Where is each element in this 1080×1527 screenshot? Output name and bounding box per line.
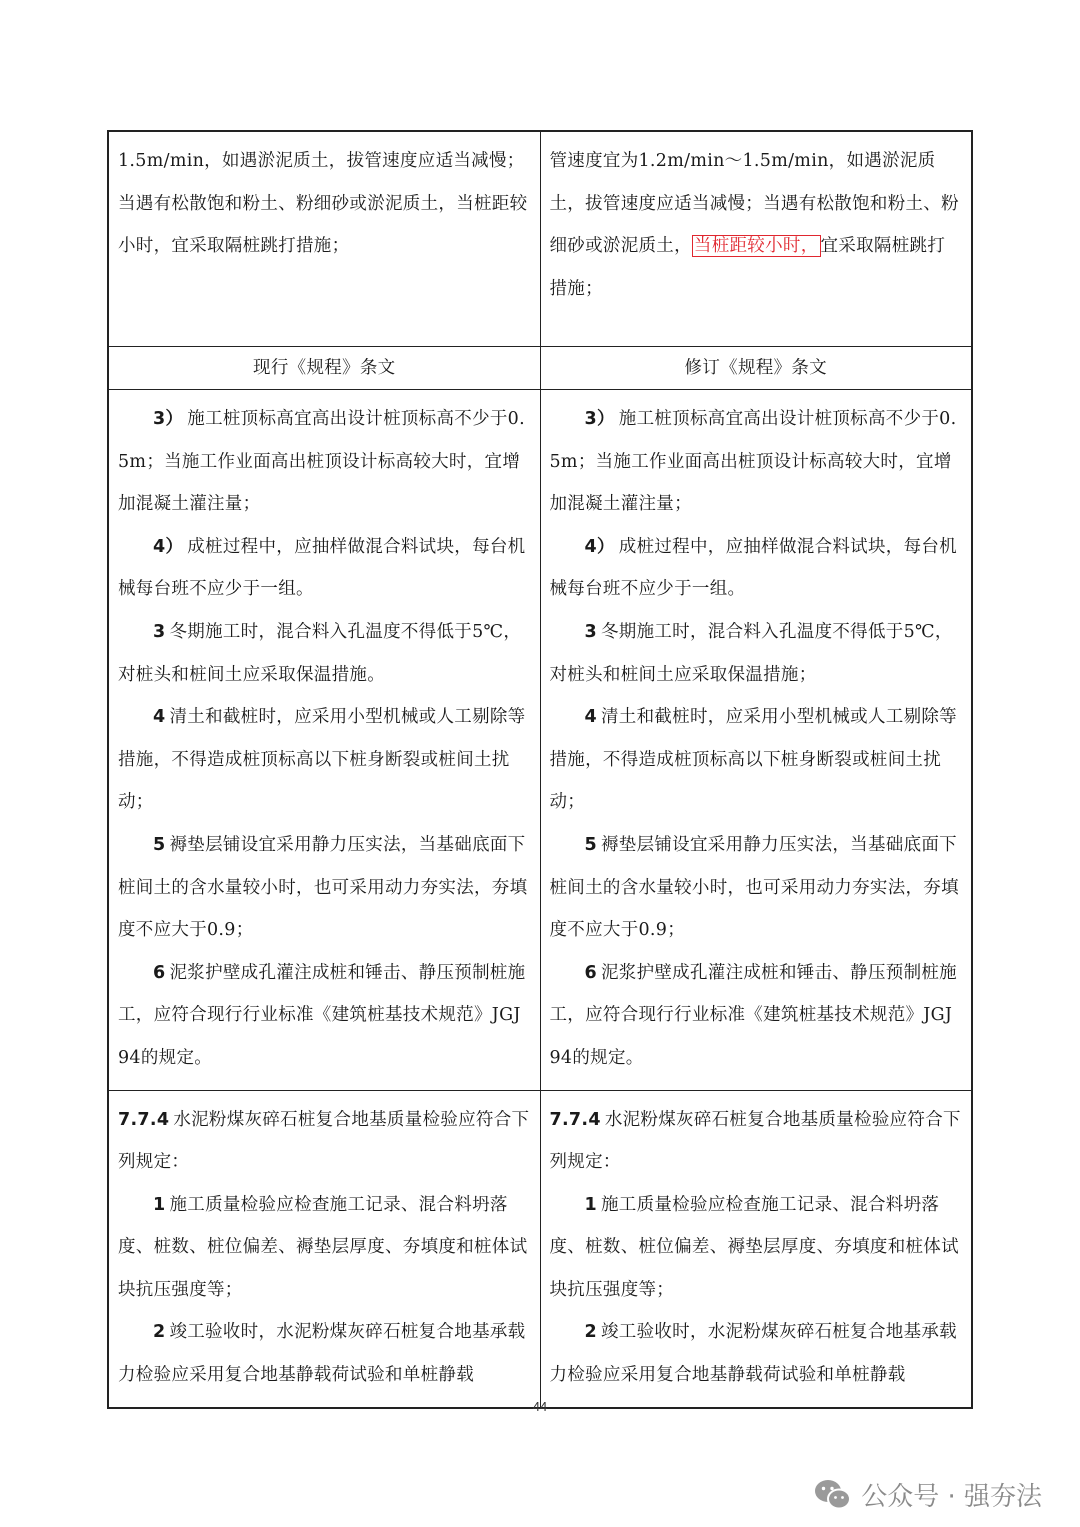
- cell-revised-bottom: [540, 1090, 972, 1408]
- cell-current-bottom: [108, 1090, 540, 1408]
- item-paragraph: [550, 696, 963, 824]
- item-paragraph: [118, 398, 531, 526]
- item-number: 5: [584, 834, 597, 855]
- item-text: 成桩过程中，应抽样做混合料试块，每台机械每台班不应少于一组。: [118, 536, 526, 600]
- item-text: 施工质量检验应检查施工记录、混合料坍落度、桩数、桩位偏差、褥垫层厚度、夯填度和桩体试块抗压强度等；: [549, 1194, 959, 1300]
- item-number: 4: [153, 707, 166, 728]
- cell-revised-middle: [540, 390, 972, 1091]
- table-row: [108, 131, 972, 347]
- cell-current-middle: [108, 390, 540, 1091]
- item-number: 3）: [584, 409, 615, 429]
- item-paragraph: [118, 696, 531, 824]
- item-number: 4: [584, 707, 597, 728]
- item-paragraph: [550, 952, 963, 1080]
- item-number: 2: [153, 1322, 166, 1343]
- header-current: 现行《规程》条文: [108, 347, 540, 390]
- comparison-table: [107, 130, 973, 1409]
- highlighted-revision: 当桩距较小时，: [693, 236, 819, 257]
- item-paragraph: [550, 824, 963, 952]
- item-text: 竣工验收时，水泥粉煤灰碎石桩复合地基承载力检验应采用复合地基静载荷试验和单桩静载: [549, 1322, 957, 1386]
- item-paragraph: [118, 1311, 531, 1396]
- item-paragraph: [118, 611, 531, 696]
- item-number: 6: [153, 962, 166, 983]
- clause-number: 7.7.4: [118, 1109, 170, 1130]
- item-text: 成桩过程中，应抽样做混合料试块，每台机械每台班不应少于一组。: [549, 536, 957, 600]
- clause-paragraph: [118, 1099, 531, 1184]
- item-number: 2: [584, 1322, 597, 1343]
- watermark-text: 公众号 · 强夯法: [861, 1482, 1042, 1512]
- item-text: 竣工验收时，水泥粉煤灰碎石桩复合地基承载力检验应采用复合地基静载荷试验和单桩静载: [118, 1322, 526, 1386]
- item-paragraph: [118, 526, 531, 611]
- item-number: 4）: [584, 536, 615, 557]
- item-number: 3: [153, 621, 166, 642]
- paragraph: 1.5m/min，如遇淤泥质土，拔管速度应适当减慢；当遇有松散饱和粉土、粉细砂或淤泥质土，当桩距较小时，宜采取隔桩跳打措施；: [118, 151, 528, 257]
- table-header-row: [108, 347, 972, 390]
- clause-number: 7.7.4: [549, 1109, 601, 1130]
- item-text: 泥浆护壁成孔灌注成桩和锤击、静压预制桩施工，应符合现行行业标准《建筑桩基技术规范》JGJ94的规定。: [118, 962, 526, 1068]
- clause-text: 水泥粉煤灰碎石桩复合地基质量检验应符合下列规定：: [549, 1109, 961, 1173]
- item-number: 1: [584, 1194, 597, 1215]
- item-text: 冬期施工时，混合料入孔温度不得低于5℃，对桩头和桩间土应采取保温措施；: [549, 621, 953, 685]
- item-text: 施工桩顶标高宜高出设计桩顶标高不少于0.5m；当施工作业面高出桩顶设计标高较大时，宜增加混凝土灌注量；: [549, 409, 957, 515]
- item-paragraph: [118, 824, 531, 952]
- item-paragraph: [550, 1311, 963, 1396]
- item-text: 褥垫层铺设宜采用静力压实法，当基础底面下桩间土的含水量较小时，也可采用动力夯实法，夯填度不应大于0.9；: [118, 834, 528, 941]
- item-paragraph: [118, 952, 531, 1080]
- table-row: [108, 390, 972, 1091]
- item-text: 施工桩顶标高宜高出设计桩顶标高不少于0.5m；当施工作业面高出桩顶设计标高较大时，宜增加混凝土灌注量；: [118, 409, 525, 515]
- cell-revised-top: [540, 131, 972, 347]
- text-run: 宜采取隔桩跳打措施；: [549, 236, 946, 299]
- item-text: 施工质量检验应检查施工记录、混合料坍落度、桩数、桩位偏差、褥垫层厚度、夯填度和桩体试块抗压强度等；: [118, 1194, 528, 1300]
- item-paragraph: [550, 526, 963, 611]
- table-row: [108, 1090, 972, 1408]
- item-text: 泥浆护壁成孔灌注成桩和锤击、静压预制桩施工，应符合现行行业标准《建筑桩基技术规范》JGJ94的规定。: [549, 962, 957, 1068]
- item-number: 6: [584, 962, 597, 983]
- item-number: 4）: [153, 536, 184, 557]
- page-number: 44: [532, 1399, 548, 1414]
- text-run: 管速度宜为1.2m/min～1.5m/min，如遇淤泥质土，拔管速度应适当减慢；当遇有松散饱和粉土、粉细砂或淤泥质土，: [549, 151, 959, 257]
- item-number: 3）: [153, 409, 184, 429]
- item-paragraph: [550, 611, 963, 696]
- item-paragraph: [118, 1184, 531, 1312]
- item-paragraph: [550, 1184, 963, 1312]
- paragraph: [550, 140, 963, 310]
- header-revised: 修订《规程》条文: [540, 347, 972, 390]
- item-text: 褥垫层铺设宜采用静力压实法，当基础底面下桩间土的含水量较小时，也可采用动力夯实法，夯填度不应大于0.9；: [549, 834, 959, 941]
- item-text: 冬期施工时，混合料入孔温度不得低于5℃，对桩头和桩间土应采取保温措施。: [118, 621, 522, 685]
- item-number: 1: [153, 1194, 166, 1215]
- item-paragraph: [550, 398, 963, 526]
- clause-paragraph: [550, 1099, 963, 1184]
- watermark: [813, 1476, 1042, 1513]
- wechat-icon: [813, 1478, 853, 1512]
- clause-text: 水泥粉煤灰碎石桩复合地基质量检验应符合下列规定：: [118, 1109, 530, 1173]
- item-number: 3: [584, 621, 597, 642]
- item-text: 清土和截桩时，应采用小型机械或人工剔除等措施，不得造成桩顶标高以下桩身断裂或桩间土扰动；: [118, 707, 526, 813]
- cell-current-top: [108, 131, 540, 347]
- item-text: 清土和截桩时，应采用小型机械或人工剔除等措施，不得造成桩顶标高以下桩身断裂或桩间土扰动；: [549, 707, 957, 813]
- item-number: 5: [153, 834, 166, 855]
